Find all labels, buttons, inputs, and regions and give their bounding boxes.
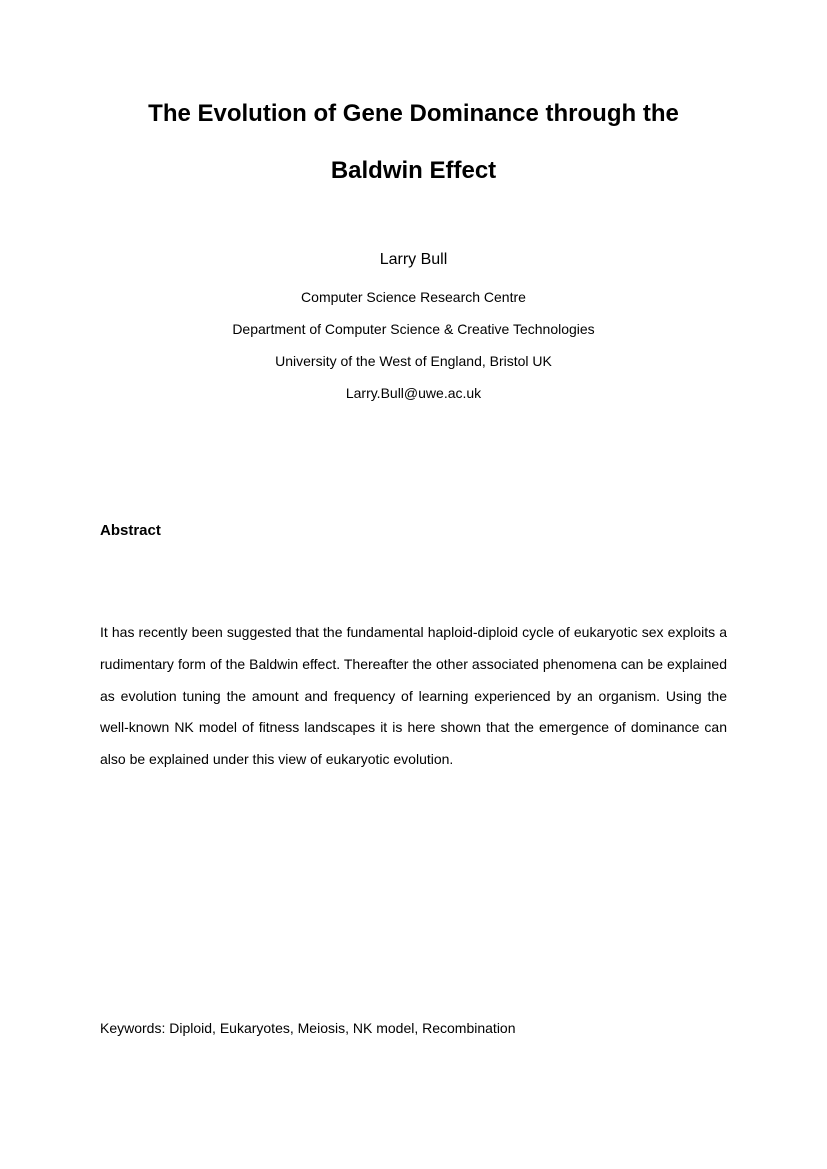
affiliation-university: University of the West of England, Bristol UK (275, 353, 552, 369)
author-email: Larry.Bull@uwe.ac.uk (345, 385, 482, 401)
abstract-heading: Abstract (100, 522, 161, 539)
keywords: Keywords: Diploid, Eukaryotes, Meiosis, NK model, Recombination (100, 1020, 516, 1036)
abstract-body: It has recently been suggested that the fundamental haploid-diploid cycle of eukaryotic sex exploits a rudimentary form of the Baldwin effect. Thereafter the other associated phenomena can be explained as evolution tuning the amount and frequency of learning experienced by an organism. Using the well-known NK model of fitness landscapes it is here shown that the emergence of dominance can also be explained under this view of eukaryotic evolution. (100, 624, 727, 768)
author-name: Larry Bull (379, 251, 448, 268)
paper-title-line-2: Baldwin Effect (330, 157, 497, 184)
affiliation-centre: Computer Science Research Centre (301, 289, 526, 305)
paper-title-line-1: The Evolution of Gene Dominance through the (148, 100, 679, 127)
affiliation-department: Department of Computer Science & Creative Technologies (232, 321, 595, 337)
